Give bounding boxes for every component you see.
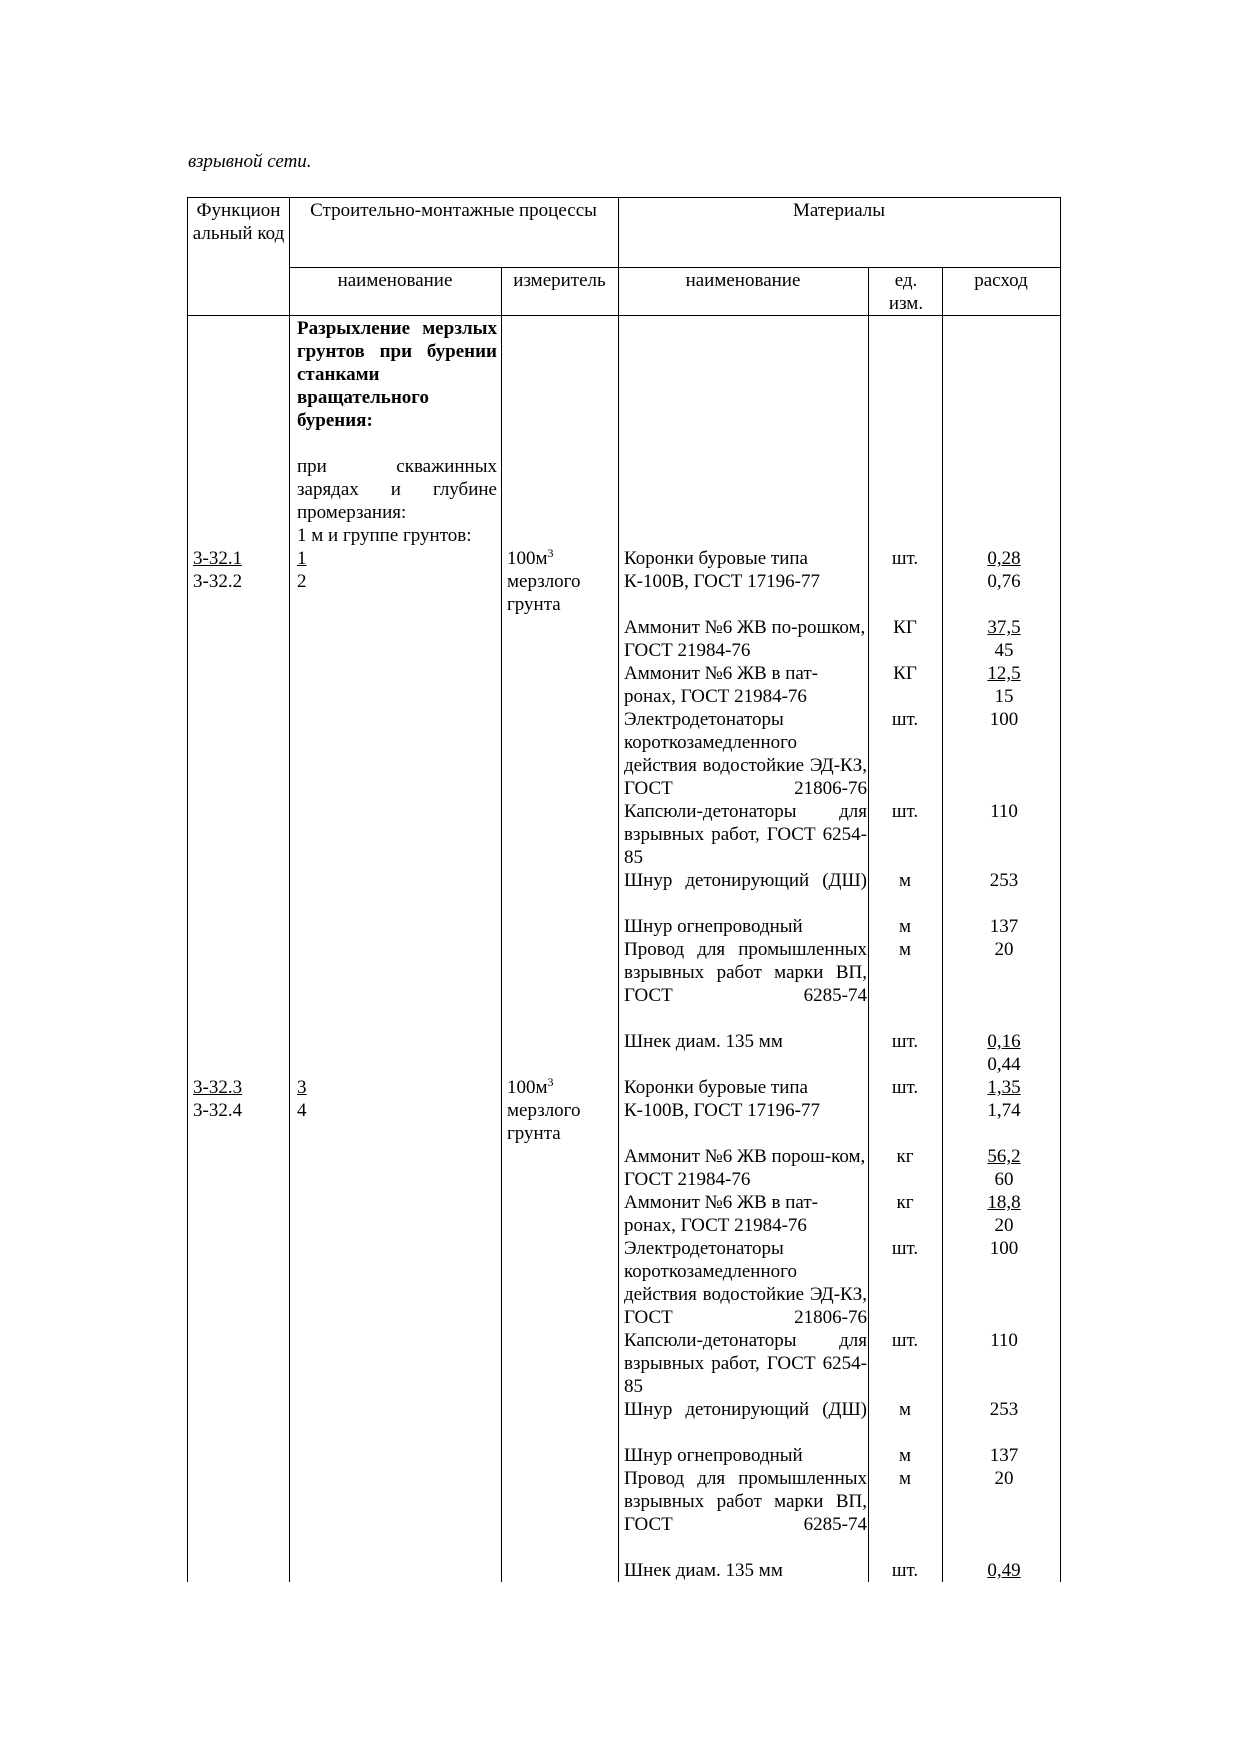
material-qty: 20 [994,939,1014,960]
soil-group: 1 [297,548,307,569]
material-qty: 253 [989,1399,1019,1420]
header-code: Функцион альный код [192,200,285,244]
material-name: Шнур детонирующий (ДШ) [624,1399,867,1420]
soil-group: 2 [297,571,307,592]
material-qty: 0,49 [987,1560,1021,1581]
qty-value: 1,35 [987,1077,1021,1098]
material-unit: кг [896,1146,914,1167]
header-mat-qty: расход [974,270,1028,291]
header-mat-unit: ед. изм. [888,270,924,314]
measure-unit: 100м [507,548,548,569]
function-code: 3-32.3 [193,1077,243,1098]
qty-value: 18,8 [987,1192,1021,1213]
qty-value: 0,76 [987,571,1021,592]
table-border-top [187,197,1061,198]
material-name: Капсюли-детонаторы для взрывных работ, ГОСТ 6254-85 [624,1330,867,1397]
material-unit: шт. [891,1077,919,1098]
material-name: Аммонит №6 ЖВ в пат-ронах, ГОСТ 21984-76 [624,663,818,707]
material-name: Шнек диам. 135 мм [624,1560,783,1581]
function-code: 3-32.2 [193,571,243,592]
measure-cell [507,1076,617,1145]
material-unit: м [898,1445,912,1466]
material-unit: м [898,1468,912,1489]
header-divider [289,267,1061,268]
soil-group-cell [297,547,497,593]
material-qty [946,1191,1062,1237]
material-name: Капсюли-детонаторы для взрывных работ, ГОСТ 6254-85 [624,801,867,868]
code-cell [193,547,283,593]
qty-value: 60 [994,1169,1014,1190]
material-name: Шнур детонирующий (ДШ) [624,870,867,891]
measure-cell [507,547,617,616]
material-qty: 110 [990,801,1018,822]
material-name: Шнур огнепроводный [624,1445,803,1466]
header-bottom-rule [187,315,1061,316]
material-unit: кг [896,1192,914,1213]
soil-group-cell [297,1076,497,1122]
qty-value: 56,2 [987,1146,1021,1167]
table-border-left [187,197,188,1582]
material-qty: 137 [989,916,1019,937]
material-qty: 100 [989,709,1019,730]
material-name: Электродетонаторы короткозамедленного действия водостойкие ЭД-КЗ, ГОСТ 21806-76 [624,709,867,799]
soil-group: 3 [297,1077,307,1098]
material-unit: шт. [891,709,919,730]
header-processes: Строительно-монтажные процессы [310,200,597,221]
qty-value: 0,44 [987,1054,1021,1075]
material-name: Шнек диам. 135 мм [624,1031,783,1052]
material-qty: 253 [989,870,1019,891]
header-proc-measure: измеритель [513,270,606,291]
material-qty [946,1076,1062,1122]
qty-value: 45 [994,640,1014,661]
header-materials: Материалы [792,200,886,221]
material-name: Аммонит №6 ЖВ в пат-ронах, ГОСТ 21984-76 [624,1192,818,1236]
materials-table [0,197,1240,1582]
header-proc-name: наименование [337,270,453,291]
soil-group: 4 [297,1100,307,1121]
material-unit: шт. [891,1560,919,1581]
measure-exponent: 3 [547,546,554,560]
section-subtitle: при скважинных зарядах и глубине промерзания: [297,456,497,523]
header-mat-name: наименование [685,270,801,291]
column-divider [942,267,943,1582]
material-name: Аммонит №6 ЖВ по-рошком, ГОСТ 21984-76 [624,617,866,661]
material-unit: КГ [893,617,917,638]
material-unit: шт. [891,1330,919,1351]
qty-value: 0,28 [987,548,1021,569]
function-code: 3-32.4 [193,1100,243,1121]
material-unit: м [898,939,912,960]
material-unit: шт. [891,1238,919,1259]
material-unit: м [898,870,912,891]
qty-value: 1,74 [987,1100,1021,1121]
caption: взрывной сети. [188,151,312,172]
material-unit: шт. [891,801,919,822]
material-unit: КГ [893,663,917,684]
measure-description: мерзлого грунта [507,571,581,615]
material-qty [946,1145,1062,1191]
material-qty [946,662,1062,708]
measure-unit: 100м [507,1077,548,1098]
function-code: 3-32.1 [193,548,243,569]
column-divider [289,197,290,1582]
material-name: Провод для промышленных взрывных работ марки ВП, ГОСТ 6285-74 [624,939,867,1006]
code-cell [193,1076,283,1122]
measure-description: мерзлого грунта [507,1100,581,1144]
column-divider [868,267,869,1582]
material-qty [946,547,1062,593]
qty-value: 0,16 [987,1031,1021,1052]
material-name: Коронки буровые типа К-100В, ГОСТ 17196-77 [624,548,820,592]
material-unit: шт. [891,548,919,569]
material-qty [946,616,1062,662]
qty-value: 37,5 [987,617,1021,638]
material-name: Аммонит №6 ЖВ порош-ком, ГОСТ 21984-76 [624,1146,866,1190]
material-name: Коронки буровые типа К-100В, ГОСТ 17196-77 [624,1077,820,1121]
qty-value: 20 [994,1215,1014,1236]
material-name: Электродетонаторы короткозамедленного действия водостойкие ЭД-КЗ, ГОСТ 21806-76 [624,1238,867,1328]
column-divider [618,197,619,1582]
section-group-line: 1 м и группе грунтов: [297,525,472,546]
material-qty: 100 [989,1238,1019,1259]
material-qty [946,1030,1062,1076]
material-unit: шт. [891,1031,919,1052]
section-title: Разрыхление мерзлых грунтов при бурении станками вращательного бурения: [297,318,497,431]
material-qty: 110 [990,1330,1018,1351]
material-qty: 20 [994,1468,1014,1489]
material-name: Провод для промышленных взрывных работ марки ВП, ГОСТ 6285-74 [624,1468,867,1535]
material-unit: м [898,1399,912,1420]
material-qty: 137 [989,1445,1019,1466]
column-divider [501,267,502,1582]
material-unit: м [898,916,912,937]
measure-exponent: 3 [547,1075,554,1089]
qty-value: 12,5 [987,663,1021,684]
material-name: Шнур огнепроводный [624,916,803,937]
qty-value: 15 [994,686,1014,707]
